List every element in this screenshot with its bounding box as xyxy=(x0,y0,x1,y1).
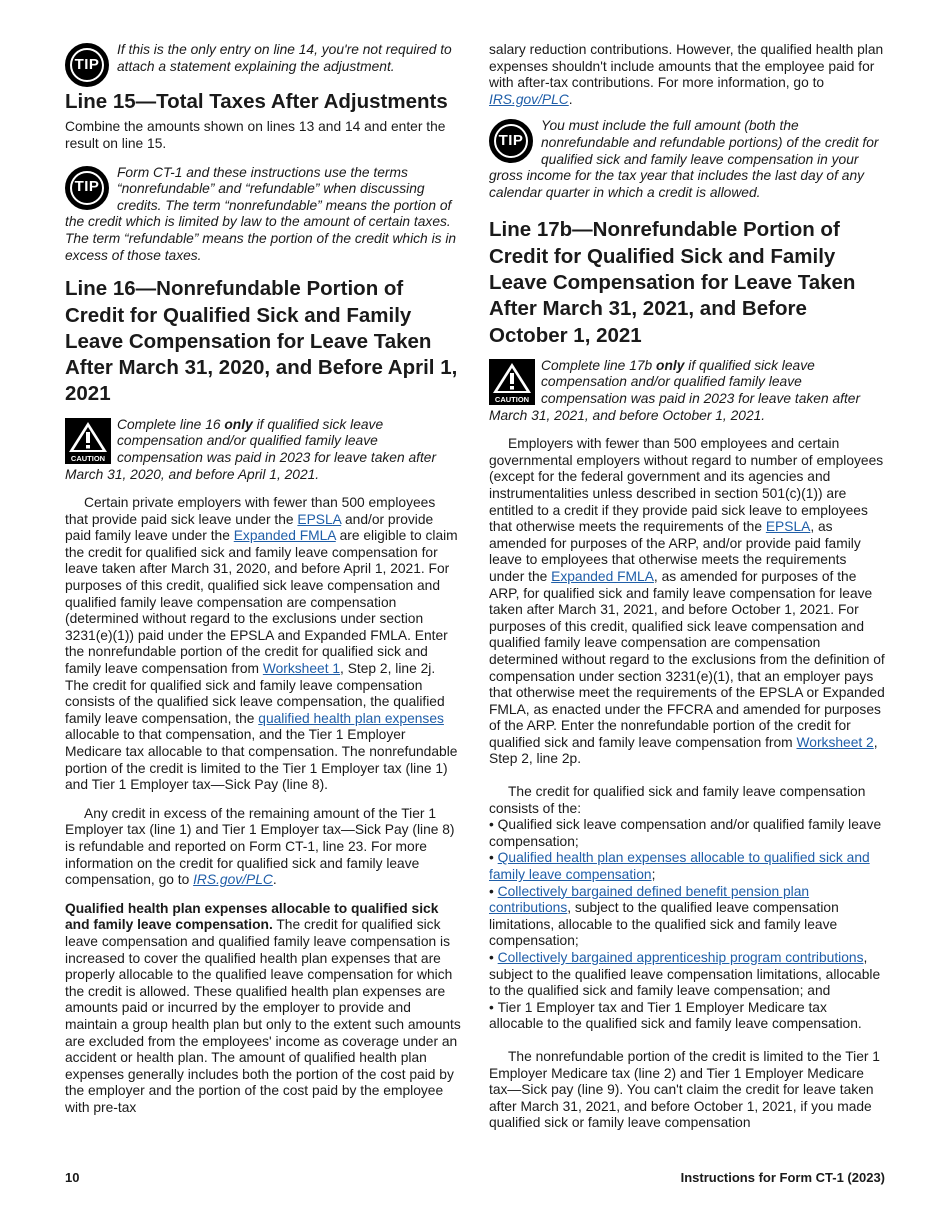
tip-note: TIP Form CT-1 and these instructions use the terms “nonrefundable” and “refundable” when discussing credits. The term “nonrefundable” means the portion of the credit which is limited by law to the amount of certain taxes. The term “refundable” means the portion of the credit which is in excess of those taxes. xyxy=(65,164,457,263)
caution-icon xyxy=(489,359,537,405)
section-heading: Line 17b—Nonrefundable Portion of Credit for Qualified Sick and Family Leave Compensation for Leave Taken After March 31, 2021, and Before October 1, 2021 xyxy=(489,218,856,347)
left-column xyxy=(65,42,461,1128)
page-number: 10 xyxy=(65,1170,80,1185)
epsla-link[interactable]: EPSLA xyxy=(765,519,811,535)
paragraph: Combine the amounts shown on lines 13 and 14 and enter the result on line 15. xyxy=(65,119,446,152)
expanded-fmla-link[interactable]: Expanded FMLA xyxy=(233,528,336,544)
caution-note: CAUTION Complete line 17b only if qualified sick leave compensation and/or qualified family leave compensation was paid in 2023 for leave taken after March 31, 2021, and before October 1, 2021. xyxy=(489,357,861,423)
paragraph: Employers with fewer than 500 employees and certain governmental employers without regard to number of employees (except for the federal government and its agencies and instrumentalities unless described in section 501(c)(1)) are entitled to a credit if they provide paid sick leave to employees that otherwise meets the requirements of the EPSLA, as amended for purposes of the ARP, and/or provide paid family leave to employees that otherwise meets the requirements under the Expanded FMLA, as amended for purposes of the ARP, for qualified sick and family leave compensation for leave taken after March 31, 2021, and before October 1, 2021. For purposes of this credit, qualified sick leave compensation and qualified family leave compensation are compensation determined without regard to the exclusions from the definition of compensation under section 3231(e)(1), that an employer pays that otherwise meet the requirements of the EPSLA or Expanded FMLA, as enacted under the FFCRA and amended for purposes of the ARP. Enter the nonrefundable portion of the credit for qualified sick and family leave compensation from Worksheet 2, Step 2, line 2p. xyxy=(489,436,885,767)
section-heading: Line 15—Total Taxes After Adjustments xyxy=(65,90,448,114)
irs-plc-link[interactable]: IRS.gov/PLC xyxy=(489,91,569,107)
tip-note: TIP If this is the only entry on line 14, you're not required to attach a statement explaining the adjustment. xyxy=(65,42,461,75)
worksheet-2-link[interactable]: Worksheet 2 xyxy=(796,734,874,750)
list-item: • Collectively bargained defined benefit pension plan contributions, subject to the qualified leave compensation limitations, allocable to the qualified sick and family leave compensation; xyxy=(489,883,839,949)
pension-plan-link[interactable]: Collectively bargained defined benefit pension plan contributions xyxy=(489,883,810,916)
paragraph: Any credit in excess of the remaining amount of the Tier 1 Employer tax (line 1) and Tier 1 Employer tax—Sick Pay (line 8) is refundable and reported on Form CT-1, line 23. For more information on the credit for qualified sick and family leave compensation, go to IRS.gov/PLC. xyxy=(65,805,455,888)
worksheet-1-link[interactable]: Worksheet 1 xyxy=(262,661,341,677)
qualified-health-plan-link[interactable]: qualified health plan expenses xyxy=(258,710,444,726)
tip-note: TIP You must include the full amount (both the nonrefundable and refundable portions) of the credit for qualified sick and family leave compensation in your gross income for the tax year that includes the last day of any calendar quarter in which a credit is allowed. xyxy=(489,118,879,200)
tip-icon: TIP xyxy=(65,43,113,89)
svg-text:CAUTION: CAUTION xyxy=(70,453,106,463)
list-item: • Tier 1 Employer tax and Tier 1 Employer Medicare tax allocable to the qualified sick and family leave compensation. xyxy=(489,999,862,1032)
tip-icon: TIP xyxy=(489,119,537,165)
irs-plc-link[interactable]: IRS.gov/PLC xyxy=(193,872,273,888)
qualified-health-plan-link[interactable]: Qualified health plan expenses allocable to qualified sick and family leave compensation xyxy=(489,850,870,883)
list-item: • Qualified sick leave compensation and/or qualified family leave compensation; xyxy=(489,817,882,849)
paragraph: salary reduction contributions. However, the qualified health plan expenses shouldn't include amounts that the employee paid for with after-tax contributions. For more information, go to IRS.gov/PLC. xyxy=(489,42,884,107)
paragraph: Certain private employers with fewer than 500 employees that provide paid sick leave under the EPSLA and/or provide paid family leave under the Expanded FMLA are eligible to claim the credit for qualified sick and family leave compensation for leave taken after March 31, 2020, and before April 1, 2021. For purposes of this credit, qualified sick leave compensation and qualified family leave compensation are compensation (determined without regard to the exclusions under section 3231(e)(1)) paid under the EPSLA and Expanded FMLA. Enter the nonrefundable portion of the credit for qualified sick and family leave compensation from Worksheet 1, Step 2, line 2j. The credit for qualified sick and family leave compensation consists of the qualified sick leave compensation, the qualified family leave compensation, the qualified health plan expenses allocable to that compensation, and the Tier 1 Employer Medicare tax allocable to that compensation. The nonrefundable portion of the credit is limited to the Tier 1 Employer tax (line 1) and Tier 1 Employer tax—Sick Pay (line 8). xyxy=(65,495,458,793)
list-item: • Collectively bargained apprenticeship program contributions, subject to the qualified leave compensation limitations, allocable to the qualified sick and family leave compensation; and xyxy=(489,950,881,999)
footer-title: Instructions for Form CT-1 (2023) xyxy=(680,1170,885,1185)
paragraph: The credit for qualified sick and family leave compensation consists of the: xyxy=(489,784,866,816)
list-item: • Qualified health plan expenses allocable to qualified sick and family leave compensation; xyxy=(489,850,870,883)
expanded-fmla-link[interactable]: Expanded FMLA xyxy=(551,568,654,584)
paragraph: The nonrefundable portion of the credit is limited to the Tier 1 Employer Medicare tax (line 2) and Tier 1 Employer Medicare tax—Sick pay (line 9). You can't claim the credit for leave taken after March 31, 2021, and before October 1, 2021, if you made qualified sick or family leave compensation xyxy=(489,1048,880,1131)
paragraph: Qualified health plan expenses allocable to qualified sick and family leave compensation. The credit for qualified sick leave compensation and qualified family leave compensation is increased to cover the qualified health plan expenses that are properly allocable to the qualified leave compensation for which the credit is allowed. These qualified health plan expenses are amounts paid or incurred by the employer to provide and maintain a group health plan but only to the extent such amounts are excluded from the employees' income as coverage under an accident or health plan. The amount of qualified health plan expenses generally includes both the portion of the cost paid by the employer and the portion of the cost paid by the employee with pre-tax xyxy=(65,900,461,1115)
svg-text:CAUTION: CAUTION xyxy=(494,394,530,404)
caution-note: CAUTION Complete line 16 only if qualified sick leave compensation and/or qualified family leave compensation was paid in 2023 for leave taken after March 31, 2020, and before April 1, 2021. xyxy=(65,416,437,482)
right-column xyxy=(489,42,885,1144)
caution-icon xyxy=(65,418,113,464)
bullet-list xyxy=(489,817,885,1033)
tip-icon: TIP xyxy=(65,166,113,212)
section-heading: Line 16—Nonrefundable Portion of Credit for Qualified Sick and Family Leave Compensation for Leave Taken After March 31, 2020, and Before April 1, 2021 xyxy=(65,277,458,406)
epsla-link[interactable]: EPSLA xyxy=(297,511,342,527)
apprenticeship-link[interactable]: Collectively bargained apprenticeship program contributions xyxy=(497,950,864,966)
